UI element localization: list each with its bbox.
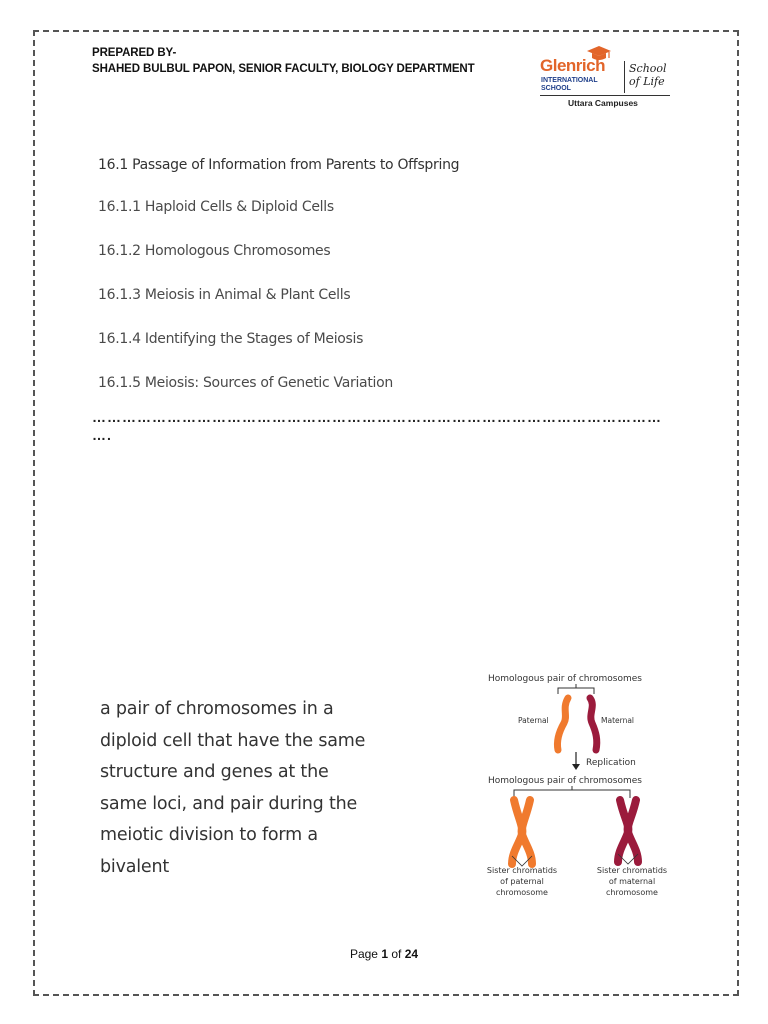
maternal-chromosome (590, 698, 597, 750)
logo-sub-line2: SCHOOL (541, 84, 571, 92)
page-word: Page (349, 947, 378, 961)
logo-campus: Uttara Campuses (568, 98, 638, 108)
author-line: SHAHED BULBUL PAPON, SENIOR FACULTY, BIOLOGY DEPARTMENT (92, 63, 475, 75)
arrow-head-icon (572, 764, 580, 770)
definition-line: meiotic division to form a (100, 825, 318, 845)
definition-line: diploid cell that have the same (100, 730, 366, 751)
toc-item: 16.1.5 Meiosis: Sources of Genetic Variation (98, 375, 393, 391)
school-logo (536, 44, 672, 112)
logo-tagline (629, 62, 667, 88)
definition-line: a pair of chromosomes in a (100, 699, 334, 719)
definition-line: same loci, and pair during the (100, 793, 358, 814)
page-number (0, 947, 768, 961)
current-page: 1 (381, 947, 388, 961)
logo-tagline-line1: School (629, 62, 667, 75)
toc-item: 16.1.2 Homologous Chromosomes (98, 243, 331, 259)
caption-left-line: Sister chromatids (486, 866, 558, 875)
diagram-title-mid: Homologous pair of chromosomes (488, 776, 642, 786)
definition-line: structure and genes at the (100, 762, 329, 782)
maternal-sister-chromatids (618, 800, 638, 862)
caption-left-line: chromosome (496, 888, 548, 897)
total-pages: 24 (404, 947, 419, 961)
definition-line: bivalent (100, 856, 170, 877)
section-heading: 16.1 Passage of Information from Parents to Offspring (98, 157, 460, 173)
dotted-separator: …………………………………………………………………………………………………… (92, 409, 662, 425)
bracket (558, 688, 594, 694)
label-maternal: Maternal (601, 716, 635, 725)
caption-right-line: chromosome (606, 888, 658, 897)
paternal-chromosome (557, 698, 568, 750)
toc-item: 16.1.1 Haploid Cells & Diploid Cells (98, 199, 334, 215)
caption-right-line: Sister chromatids (596, 866, 668, 875)
toc-item: 16.1.4 Identifying the Stages of Meiosis (98, 331, 364, 347)
caption-left-line: of paternal (500, 877, 544, 886)
dotted-separator-tail: …. (92, 427, 112, 443)
logo-subtitle (541, 77, 598, 92)
prepared-by-label: PREPARED BY- (92, 47, 177, 59)
logo-sub-line1: INTERNATIONAL (541, 77, 598, 84)
toc-item: 16.1.3 Meiosis in Animal & Plant Cells (98, 287, 351, 303)
of-word: of (391, 947, 402, 961)
logo-brand: Glenrich (540, 56, 605, 75)
diagram-title-top: Homologous pair of chromosomes (488, 674, 642, 684)
definition-text (100, 694, 420, 883)
caption-right-line: of maternal (608, 877, 656, 886)
homologous-chromosomes-diagram (470, 668, 700, 904)
logo-tagline-line2: of Life (629, 75, 665, 88)
logo-rule (540, 95, 670, 96)
logo-divider (624, 61, 625, 93)
prepared-by-block (92, 45, 475, 77)
label-paternal: Paternal (518, 716, 549, 725)
paternal-sister-chromatids (512, 800, 532, 864)
label-replication: Replication (586, 758, 636, 768)
